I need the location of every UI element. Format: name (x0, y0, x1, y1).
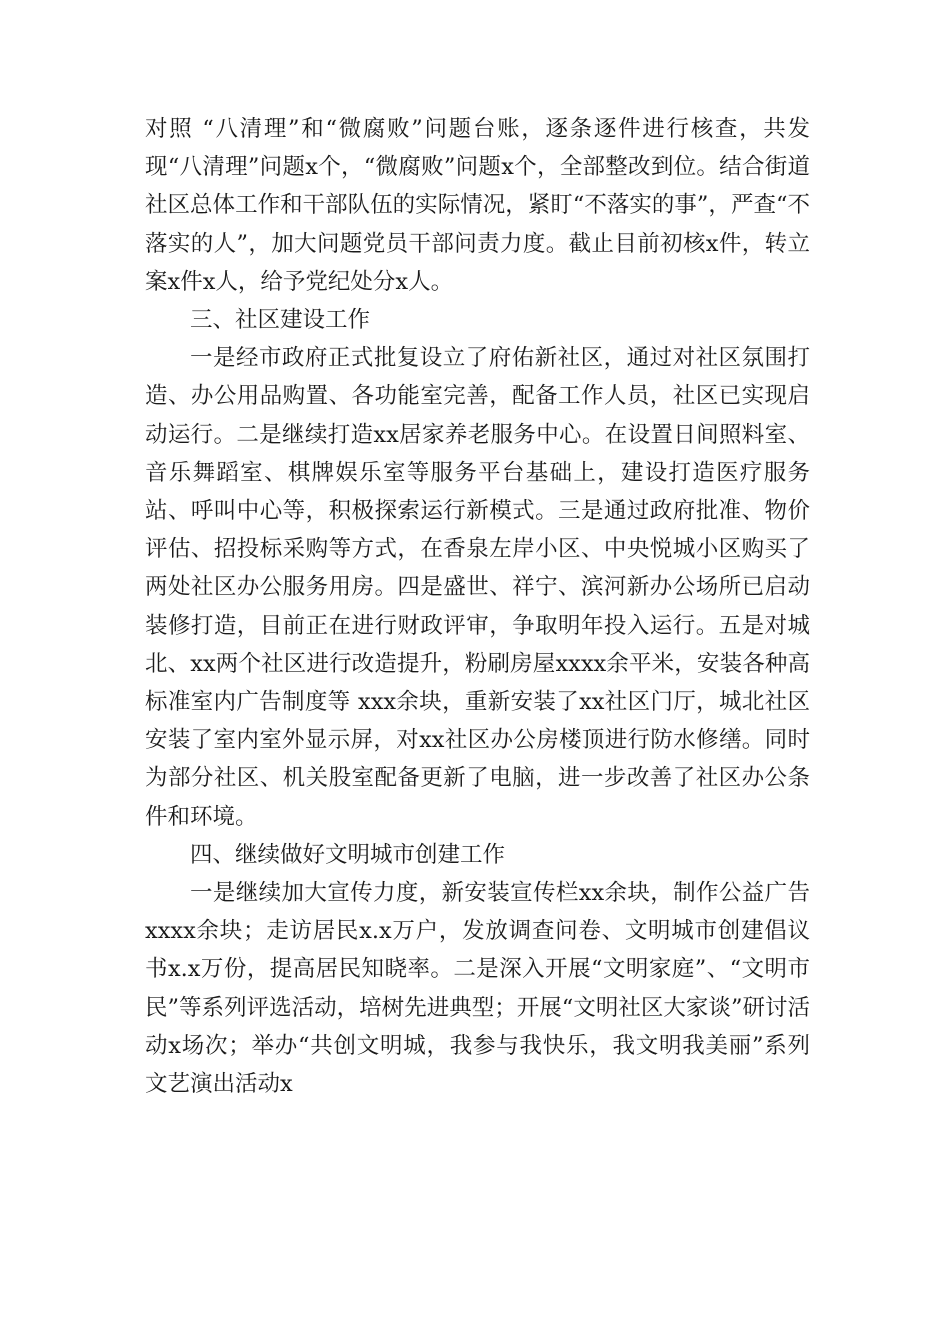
paragraph-discipline-inspection: 对照 “八清理”和“微腐败”问题台账，逐条逐件进行核查，共发现“八清理”问题x个，“微腐败”问题x个，全部整改到位。结合街道社区总体工作和干部队伍的实际情况，紧盯“不落实的事”，严查“不落实的人”，加大问题党员干部问责力度。截止目前初核x件，转立案x件x人，给予党纪处分x人。 (145, 116, 810, 295)
document-page (145, 110, 810, 1103)
paragraph-community-construction: 一是经市政府正式批复设立了府佑新社区，通过对社区氛围打造、办公用品购置、各功能室完善，配备工作人员，社区已实现启动运行。二是继续打造xx居家养老服务中心。在设置日间照料室、音乐舞蹈室、棋牌娱乐室等服务平台基础上，建设打造医疗服务站、呼叫中心等，积极探索运行新模式。三是通过政府批准、物价评估、招投标采购等方式，在香泉左岸小区、中央悦城小区购买了两处社区办公服务用房。四是盛世、祥宁、滨河新办公场所已启动装修打造，目前正在进行财政评审，争取明年投入运行。五是对城北、xx两个社区进行改造提升，粉刷房屋xxxx余平米，安装各种高标准室内广告制度等 xxx余块，重新安装了xx社区门厅，城北社区安装了室内室外显示屏，对xx社区办公房楼顶进行防水修缮。同时为部分社区、机关股室配备更新了电脑，进一步改善了社区办公条件和环境。 (145, 345, 810, 830)
paragraph-civilized-city: 一是继续加大宣传力度，新安装宣传栏xx余块，制作公益广告xxxx余块；走访居民x.x万户，发放调查问卷、文明城市创建倡议书x.x万份，提高居民知晓率。二是深入开展“文明家庭”、“文明市民”等系列评选活动，培树先进典型；开展“文明社区大家谈”研讨活动x场次；举办“共创文明城，我参与我快乐，我文明我美丽”系列文艺演出活动x (145, 880, 810, 1098)
section-heading-civilized-city: 四、继续做好文明城市创建工作 (190, 841, 506, 868)
section-heading-community-construction: 三、社区建设工作 (190, 307, 371, 334)
